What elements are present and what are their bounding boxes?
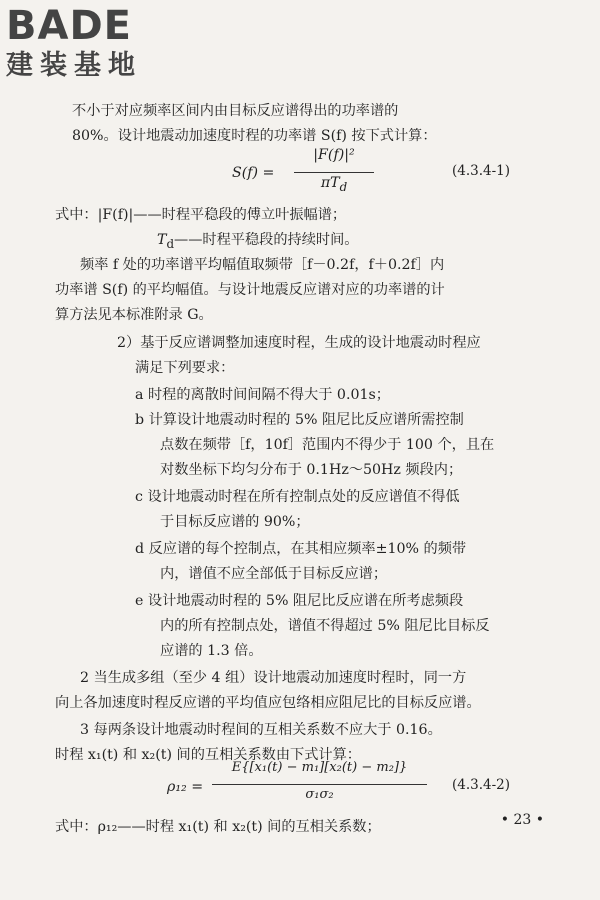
fraction-bar [212, 784, 427, 785]
equation-lhs: ρ₁₂ = [167, 779, 204, 795]
list-item-heading: 2）基于反应谱调整加速度时程，生成的设计地震动时程应 [117, 335, 481, 351]
text-line: 应谱的 1.3 倍。 [160, 643, 263, 659]
fraction-bar [294, 172, 374, 173]
text-line: 不小于对应频率区间内由目标反应谱得出的功率谱的 [72, 103, 399, 119]
brand-logo [6, 2, 176, 82]
logo-brand: BADE [6, 3, 132, 49]
denominator-subscript: d [339, 179, 348, 194]
text-line: 功率谱 S(f) 的平均幅值。与设计地震反应谱对应的功率谱的计 [55, 282, 445, 298]
logo-subtitle: 建装基地 [6, 50, 142, 81]
subitem-d: d 反应谱的每个控制点，在其相应频率±10% 的频带 [135, 541, 467, 557]
text-line: 80%。设计地震动加速度时程的功率谱 S(f) 按下式计算： [72, 128, 437, 144]
subitem-e: e 设计地震动时程的 5% 阻尼比反应谱在所考虑频段 [135, 593, 464, 609]
text-line: 内，谱值不应全部低于目标反应谱； [160, 566, 388, 582]
subitem-a: a 时程的离散时间间隔不得大于 0.01s； [135, 387, 390, 403]
equation-lhs: S(f) = [232, 165, 275, 181]
where-line: $T_d——$时程平稳段的持续时间。 [157, 232, 359, 251]
page-number: • 23 • [500, 812, 544, 828]
text-line: 向上各加速度时程反应谱的平均值应包络相应阻尼比的目标反应谱。 [55, 695, 481, 711]
equation-denominator: σ₁σ₂ [305, 787, 334, 802]
text-line: 算方法见本标准附录 G。 [55, 307, 213, 323]
equation-number: (4.3.4-2) [452, 777, 511, 793]
subitem-b: b 计算设计地震动时程的 5% 阻尼比反应谱所需控制 [135, 412, 464, 428]
where-line: 式中：ρ₁₂——时程 x₁(t) 和 x₂(t) 间的互相关系数； [55, 819, 381, 835]
text-line: 点数在频带［f，10f］范围内不得少于 100 个，且在 [160, 437, 495, 453]
equation-numerator: E{[x₁(t) − m₁][x₂(t) − m₂]} [231, 760, 408, 775]
text-line: 于目标反应谱的 90%； [160, 514, 310, 530]
text-line: 频率 f 处的功率谱平均幅值取频带［f－0.2f，f＋0.2f］内 [80, 257, 445, 273]
where-line: 式中：|F(f)|——时程平稳段的傅立叶振幅谱； [55, 207, 347, 223]
text-line: 满足下列要求： [135, 360, 235, 376]
equation-numerator: |F(f)|² [313, 147, 355, 163]
subitem-c: c 设计地震动时程在所有控制点处的反应谱值不得低 [135, 489, 460, 505]
clause-3: 3 每两条设计地震动时程间的互相关系数不应大于 0.16。 [80, 722, 442, 738]
text-line: 对数坐标下均匀分布于 0.1Hz～50Hz 频段内； [160, 462, 463, 478]
text-line: 内的所有控制点处，谱值不得超过 5% 阻尼比目标反 [160, 618, 490, 634]
clause-2: 2 当生成多组（至少 4 组）设计地震动加速度时程时，同一方 [80, 670, 467, 686]
equation-number: (4.3.4-1) [452, 163, 511, 179]
text-line: 时程 x₁(t) 和 x₂(t) 间的互相关系数由下式计算： [55, 747, 361, 763]
equation-denominator: $\pi T_d$ [320, 175, 348, 194]
